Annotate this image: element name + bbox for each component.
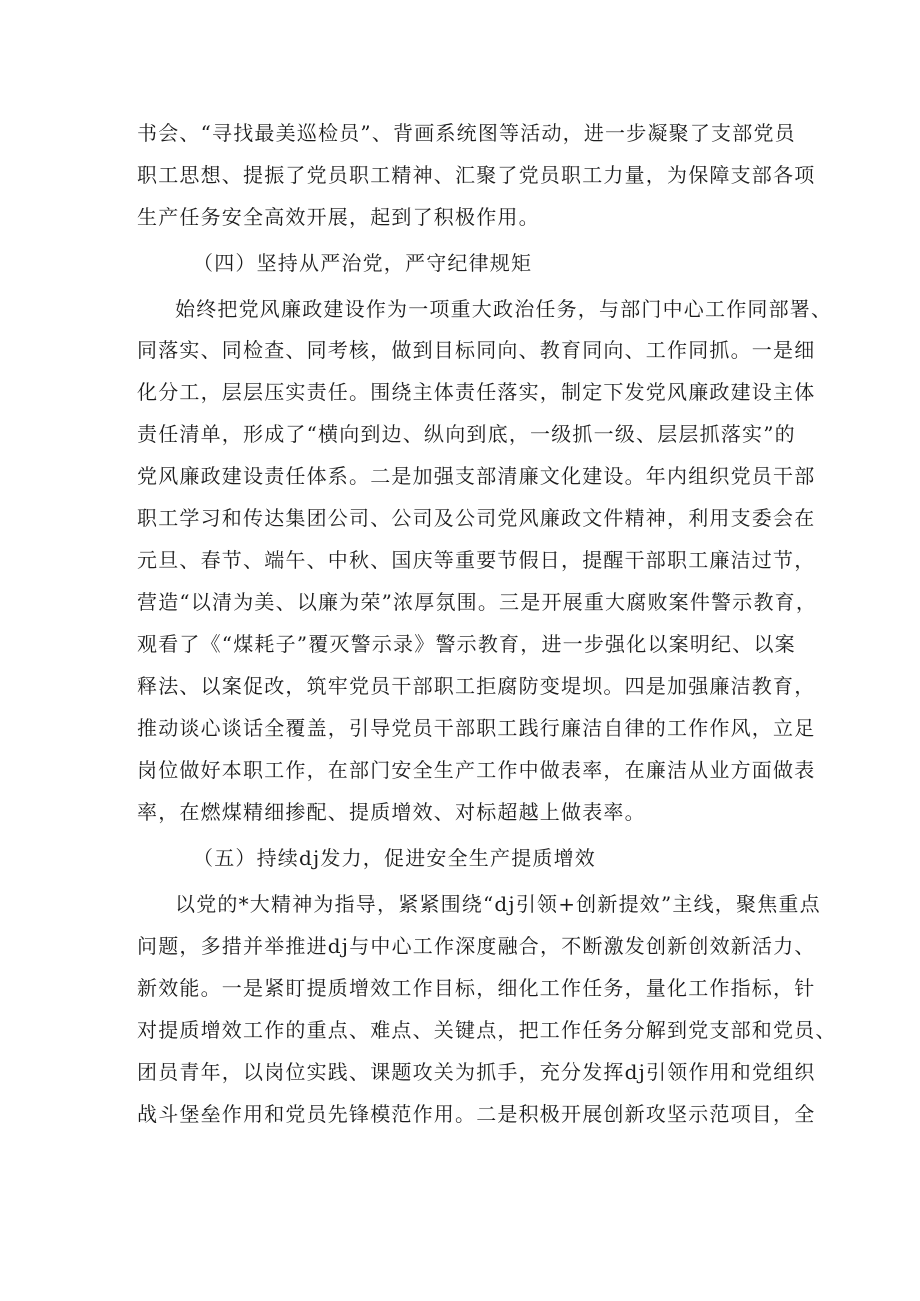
text-line: 书会、“寻找最美巡检员”、背画系统图等活动，进一步凝聚了支部党员 xyxy=(137,121,796,145)
text-line: 岗位做好本职工作，在部门安全生产工作中做表率，在廉洁从业方面做表 xyxy=(137,758,816,782)
text-line: 以党的*大精神为指导，紧紧围绕“dj引领+创新提效”主线，聚焦重点 xyxy=(175,892,821,916)
section-heading: （五）持续dj发力，促进安全生产提质增效 xyxy=(193,846,597,870)
text-line: 始终把党风廉政建设作为一项重大政治任务，与部门中心工作同部署、 xyxy=(175,297,833,321)
text-line: 率，在燃煤精细掺配、提质增效、对标超越上做表率。 xyxy=(137,800,646,824)
text-line: 新效能。一是紧盯提质增效工作目标，细化工作任务，量化工作指标，针 xyxy=(137,976,816,1000)
text-line: 职工思想、提振了党员职工精神、汇聚了党员职工力量，为保障支部各项 xyxy=(137,163,816,187)
text-line: 对提质增效工作的重点、难点、关键点，把工作任务分解到党支部和党员、 xyxy=(137,1018,837,1042)
text-line: 职工学习和传达集团公司、公司及公司党风廉政文件精神，利用支委会在 xyxy=(137,506,816,530)
text-line: 问题，多措并举推进dj与中心工作深度融合，不断激发创新创效新活力、 xyxy=(137,934,816,958)
text-line: 责任清单，形成了“横向到边、纵向到底，一级抓一级、层层抓落实”的 xyxy=(137,422,796,446)
text-line: 同落实、同检查、同考核，做到目标同向、教育同向、工作同抓。一是细 xyxy=(137,338,816,362)
text-line: 释法、以案促改，筑牢党员干部职工拒腐防变堤坝。四是加强廉洁教育， xyxy=(137,674,816,698)
text-line: 党风廉政建设责任体系。二是加强支部清廉文化建设。年内组织党员干部 xyxy=(137,464,816,488)
text-line: 营造“以清为美、以廉为荣”浓厚氛围。三是开展重大腐败案件警示教育， xyxy=(137,590,818,614)
section-heading: （四）坚持从严治党，严守纪律规矩 xyxy=(193,251,533,275)
text-line: 战斗堡垒作用和党员先锋模范作用。二是积极开展创新攻坚示范项目，全 xyxy=(137,1102,816,1126)
text-line: 化分工，层层压实责任。围绕主体责任落实，制定下发党风廉政建设主体 xyxy=(137,380,816,404)
text-line: 生产任务安全高效开展，起到了积极作用。 xyxy=(137,205,540,229)
text-line: 观看了《“煤耗子”覆灭警示录》警示教育，进一步强化以案明纪、以案 xyxy=(137,632,796,656)
text-line: 推动谈心谈话全覆盖，引导党员干部职工践行廉洁自律的工作作风，立足 xyxy=(137,716,816,740)
text-line: 元旦、春节、端午、中秋、国庆等重要节假日，提醒干部职工廉洁过节， xyxy=(137,548,816,572)
text-line: 团员青年，以岗位实践、课题攻关为抓手，充分发挥dj引领作用和党组织 xyxy=(137,1060,816,1084)
